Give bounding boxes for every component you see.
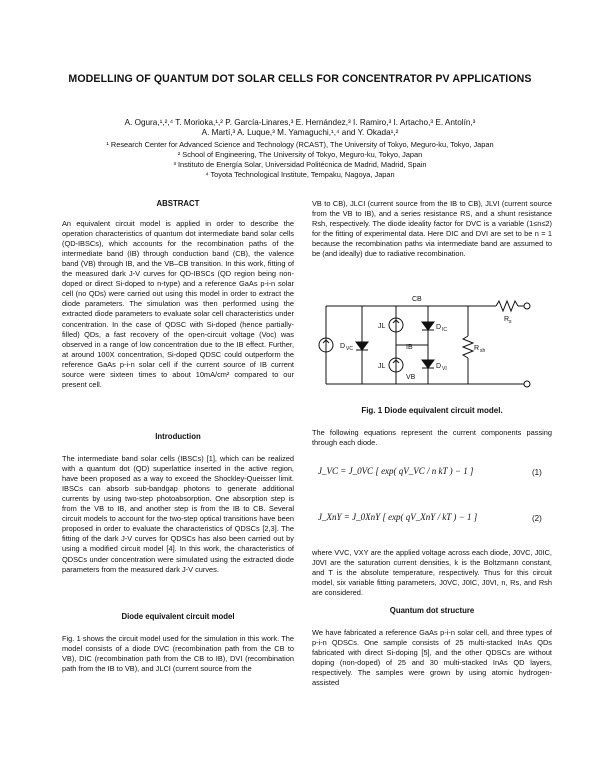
circuit-diagram: [308, 288, 536, 396]
label-jl-upper: JL: [378, 323, 386, 330]
label-d-ic: D: [436, 324, 442, 331]
equation-intro: The following equations represent the current components passing through each diode.: [312, 428, 552, 448]
affiliation-4: ⁴ Toyota Technological Institute, Tempaku, Nagoya, Japan: [205, 170, 395, 179]
equation-2-number: (2): [532, 514, 542, 523]
intro-heading: Introduction: [155, 432, 201, 441]
diode-section: [62, 612, 294, 674]
label-vi-sub: VI: [442, 366, 447, 372]
label-ic-sub: IC: [442, 327, 447, 333]
authors-line-2: A. Martí,³ A. Luque,³ M. Yamaguchi,¹,⁴ and Y. Okada¹,²: [201, 128, 399, 138]
affiliation-2: ² School of Engineering, The University of Tokyo, Meguro-ku, Tokyo, Japan: [177, 150, 423, 159]
label-ib: IB: [406, 344, 413, 351]
label-d-vc: D: [340, 343, 346, 350]
abstract-text: An equivalent circuit model is applied in order to describe the operation characteristics of quantum dot intermediate band solar cells (QD-IBSCs), which accounts for the recombination paths of the intermediate band (IB) through conduction band (CB), the valence band (VB) through IB, and the VB–CB transition. In this work, fitting of the measured dark J-V curves for QD-IBSCs (QD region being non-doped or direct Si-doped to n-type) and a reference GaAs p-i-n solar cell (no QDs) were carried out using this model in order to extract the diode parameters. The simulation was then performed using the extracted diode parameters to evaluate solar cell characteristics under concentration. In the case of QDSC with Si-doped (hence partially-filled) QDs, a fast recovery of the open-circuit voltage (Voc) was observed in a range of low concentration due to the IB effect. Further, at around 100X concentration, Si-doped QDSC could outperform the reference GaAs p-i-n solar cell if the current source of IB current source were sixteen times to about 10mA/cm² compared to our present cell.: [62, 219, 294, 389]
author-list: [60, 118, 540, 139]
right-column-top: [312, 199, 552, 259]
circuit-description: VB to CB), JLCI (current source from the IB to CB), JLVI (current source from the VB to IB), and a series resistance RS, and a shunt resistance Rsh, respectively. The diode ideality factor for DVC is a variable (1≤n≤2) for the fitting of experimental data. Here DIC and DVI are set to be n = 1 because the recombination paths via intermediate band are assumed to be (and ideally) due to radiative recombination.: [312, 199, 552, 259]
label-jl-lower: JL: [378, 363, 386, 370]
abstract-heading: ABSTRACT: [156, 199, 200, 208]
label-r-s: R: [504, 316, 510, 323]
authors-line-1: A. Ogura,¹,²,⁴ T. Morioka,¹,² P. García-Linares,³ E. Hernández,³ I. Ramiro,³ I. Artacho,³ E. Antolín,³: [124, 118, 476, 127]
equation-explanation: where VVC, VXY are the applied voltage across each diode, J0VC, J0IC, J0VI are the saturation current densities, k is the Boltzmann constant, and T is the absolute temperature, respectively. Thus for this circuit model, six variable fitting parameters, J0VC, J0IC, J0VI, n, Rs, and Rsh are considered.: [312, 548, 552, 598]
intro-section: [62, 432, 294, 575]
label-cb: CB: [412, 296, 422, 303]
equation-1: J_VC = J_0VC [ exp( qV_VC / n kT ) − 1 ]: [318, 466, 474, 476]
figure-caption: Fig. 1 Diode equivalent circuit model.: [361, 406, 503, 415]
affiliation-1: ¹ Research Center for Advanced Science and Technology (RCAST), The University of Tokyo, Meguro-ku, Tokyo, Japan: [106, 140, 494, 149]
diode-heading: Diode equivalent circuit model: [121, 612, 235, 621]
diode-text: Fig. 1 shows the circuit model used for the simulation in this work. The model consists of a diode DVC (recombination path from the CB to VB), DIC (recombination path from the CB to IB), DVI (recombination path from the IB to VB), and JLCI (current source from the: [62, 634, 294, 674]
label-vb: VB: [406, 374, 416, 381]
label-vc-sub: VC: [346, 346, 353, 352]
left-column: [62, 199, 294, 390]
paper-title: MODELLING OF QUANTUM DOT SOLAR CELLS FOR CONCENTRATOR PV APPLICATIONS: [68, 73, 532, 85]
qd-heading: Quantum dot structure: [389, 606, 475, 615]
label-sh-sub: sh: [480, 348, 486, 354]
qd-text: We have fabricated a reference GaAs p-i-n solar cell, and three types of p-i-n QDSCs. One sample consists of 25 multi-stacked InAs QDs fabricated with direct Si-doping [5], and the other QDSCs are without doping (non-doped) of 25 and 30 multi-stacked InAs QD layers, respectively. The samples were grown by using atomic hydrogen-assisted: [312, 628, 552, 688]
affiliation-3: ³ Instituto de Energía Solar, Universidad Politécnica de Madrid, Madrid, Spain: [173, 160, 427, 169]
label-r-sh: R: [474, 345, 480, 352]
qd-section: [312, 606, 552, 688]
equation-2: J_XnY = J_0XnY [ exp( qV_XnY / kT ) − 1 ]: [318, 512, 478, 522]
label-s-sub: s: [509, 319, 512, 325]
label-d-vi: D: [436, 363, 442, 370]
intro-text: The intermediate band solar cells (IBSCs) [1], which can be realized with a quantum dot (QD) superlattice inserted in the active region, have been proposed as a way to exceed the Shockley-Queisser limit. IBSCs can absorb sub-bandgap photons to generate additional currents by using two-step photoabsorption. One absorption step is from the VB to IB, and another step is from the IB to CB. Several circuit models to account for the two-step optical transitions have been proposed in order to evaluate the characteristics of QDSCs [2,3]. The fitting of the dark J-V curves for QDSCs has also been carried out by using a modified circuit model [4]. In this work, the characteristics of QDSCs under concentration were simulated using the extracted diode parameters from the measured dark J-V curves.: [62, 454, 294, 574]
equation-1-number: (1): [532, 468, 542, 477]
